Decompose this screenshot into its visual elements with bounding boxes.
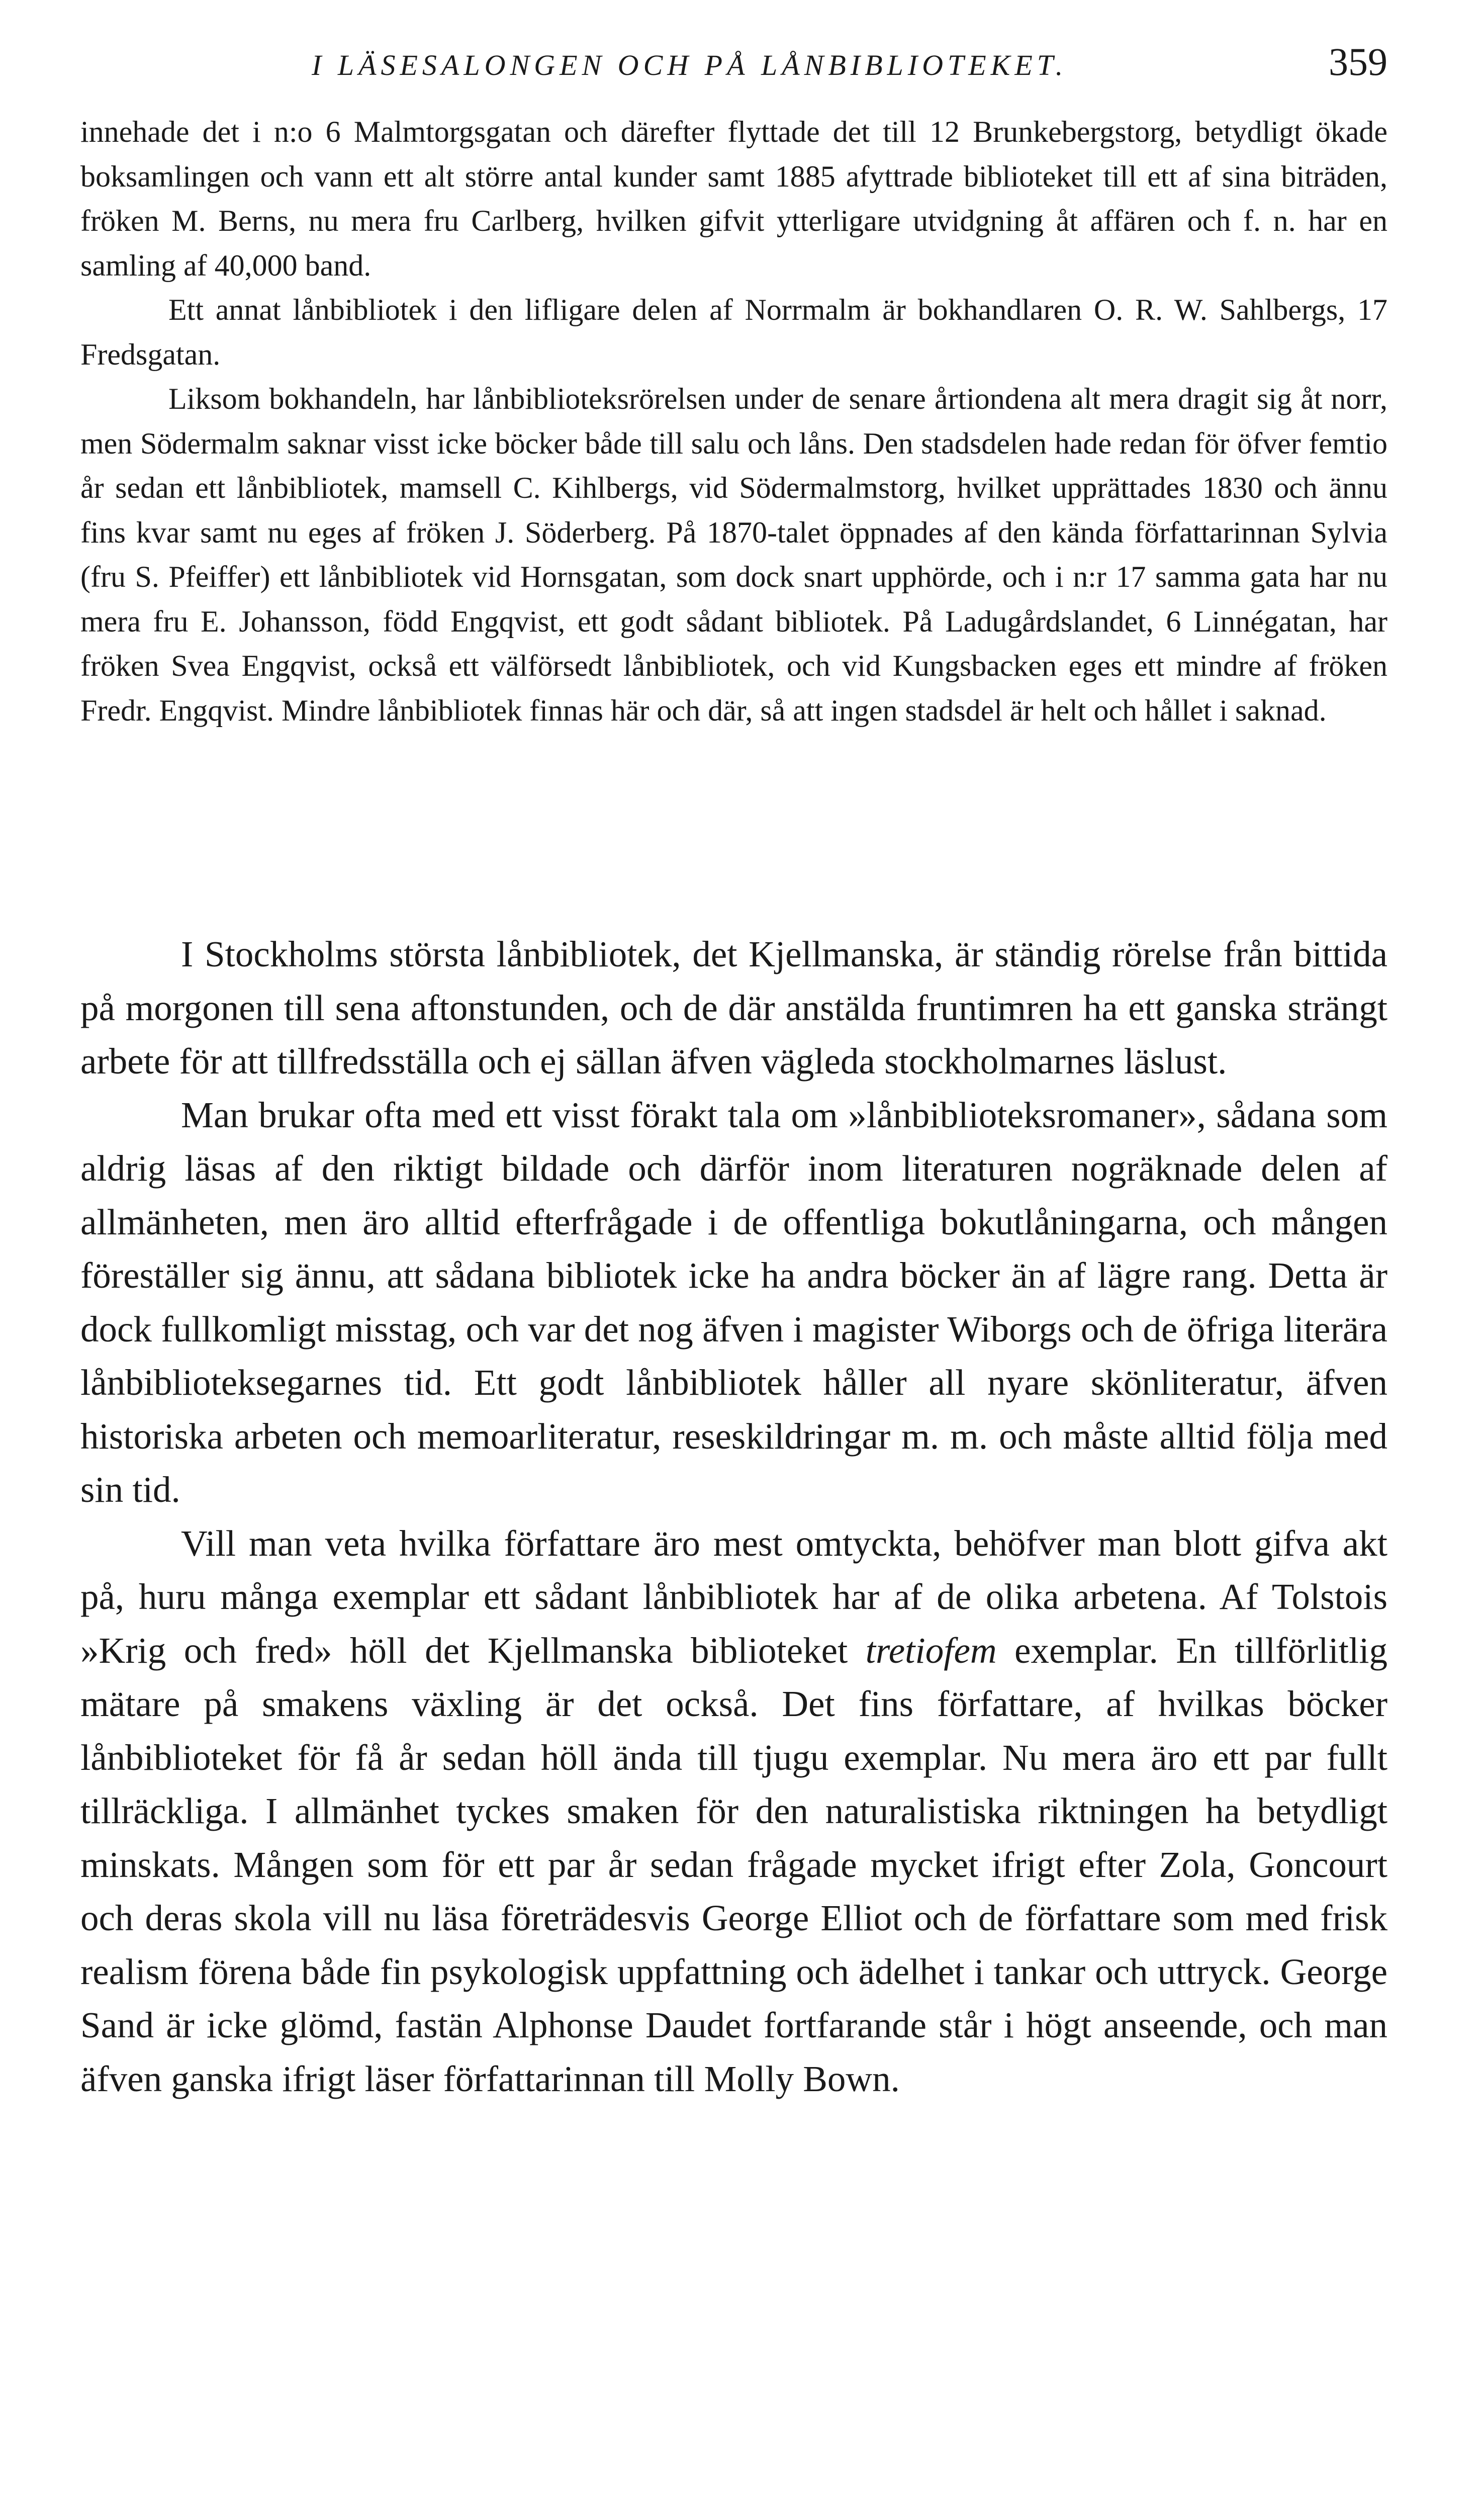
page-number: 359 [1329,40,1387,83]
text-run: exemplar. En tillförlitlig mätare på smakens växling är det också. Det fins författare, af hvilkas böcker lånbiblioteket för få år sedan höll ända till tjugu exemplar. Nu mera äro ett par fullt tillräckliga. I allmänhet tyckes smaken för den naturalistiska riktningen ha betydligt minskats. Mången som för ett par år sedan frågade mycket ifrigt efter Zola, Goncourt och deras skola vill nu läsa företrädesvis George Elliot och de författare som med frisk realism förena både fin psykologisk uppfattning och ädelhet i tankar och uttryck. George Sand är icke glömd, fastän Alphonse Daudet fortfarande står i högt anseende, och man äfven ganska ifrigt läser författarinnan till Molly Bown. [80,1630,1387,2099]
paragraph-kjellmanska: I Stockholms största lånbibliotek, det Kjellmanska, är ständig rörelse från bittida på morgonen till sena aftonstunden, och de där anstälda fruntimren ha ett ganska strängt arbete för att tillfredsställa och ej sällan äfven vägleda stockholmarnes läslust. [80,934,1387,1082]
running-head-title: I LÄSESALONGEN OCH PÅ LÅNBIBLIOTEKET. [312,49,1068,81]
paragraph-sodermalm: Liksom bokhandeln, har lånbiblioteksrörelsen under de senare årtiondena alt mera dragit sig åt norr, men Södermalm saknar visst icke böcker både till salu och låns. Den stadsdelen hade redan för öfver femtio år sedan ett lånbibliotek, mamsell C. Kihlbergs, vid Södermalmstorg, hvilket upprättades 1830 och ännu fins kvar samt nu eges af fröken J. Söderberg. På 1870-talet öppnades af den kända författarinnan Sylvia (fru S. Pfeiffer) ett lånbibliotek vid Hornsgatan, som dock snart upphörde, och i n:r 17 samma gata har nu mera fru E. Johansson, född Engqvist, ett godt sådant bibliotek. På Ladugårdslandet, 6 Linnégatan, har fröken Svea Engqvist, också ett välförsedt lånbibliotek, och vid Kungsbacken eges ett mindre af fröken Fredr. Engqvist. Mindre lånbibliotek finnas här och där, så att ingen stadsdel är helt och hållet i saknad. [80,382,1387,727]
paragraph-continued: innehade det i n:o 6 Malmtorgsgatan och därefter flyttade det till 12 Brunkebergstorg, betydligt ökade boksamlingen och vann ett alt större antal kunder samt 1885 afyttrade biblioteket till ett af sina biträden, fröken M. Berns, nu mera fru Carlberg, hvilken gifvit ytterligare utvidgning åt affären och f. n. har en samling af 40,000 band. [80,115,1387,282]
paragraph-lanbiblioteksromaner: Man brukar ofta med ett visst förakt tala om »lånbiblioteksromaner», sådana som aldrig läsas af den riktigt bildade och därför inom literaturen nogräknade delen af allmänheten, men äro alltid efterfrågade i de offentliga bokutlåningarna, och mången föreställer sig ännu, att sådana bibliotek icke ha andra böcker än af lägre rang. Detta är dock fullkomligt misstag, och var det nog äfven i magister Wiborgs och de öfriga literära lånbiblioteksegarnes tid. Ett godt lånbibliotek håller all nyare skönliteratur, äfven historiska arbeten och memoarliteratur, reseskildringar m. m. och måste alltid följa med sin tid. [80,1094,1387,1510]
small-print-section [80,110,1387,733]
text-run: Vill man veta hvilka författare äro mest omtyckta, behöfver man blott gifva akt på, huru många exemplar ett sådant lånbibliotek har af de olika arbetena. Af Tolstois »Krig och fred» höll det Kjellmanska biblioteket [80,1522,1387,1671]
italic-word: tretiofem [865,1630,997,1671]
paragraph-forfattare [80,1517,1387,2106]
paragraph-sahlberg: Ett annat lånbibliotek i den lifligare delen af Norrmalm är bokhandlaren O. R. W. Sahlbergs, 17 Fredsgatan. [80,293,1387,371]
large-print-section [80,928,1387,2106]
running-head [80,39,1387,95]
